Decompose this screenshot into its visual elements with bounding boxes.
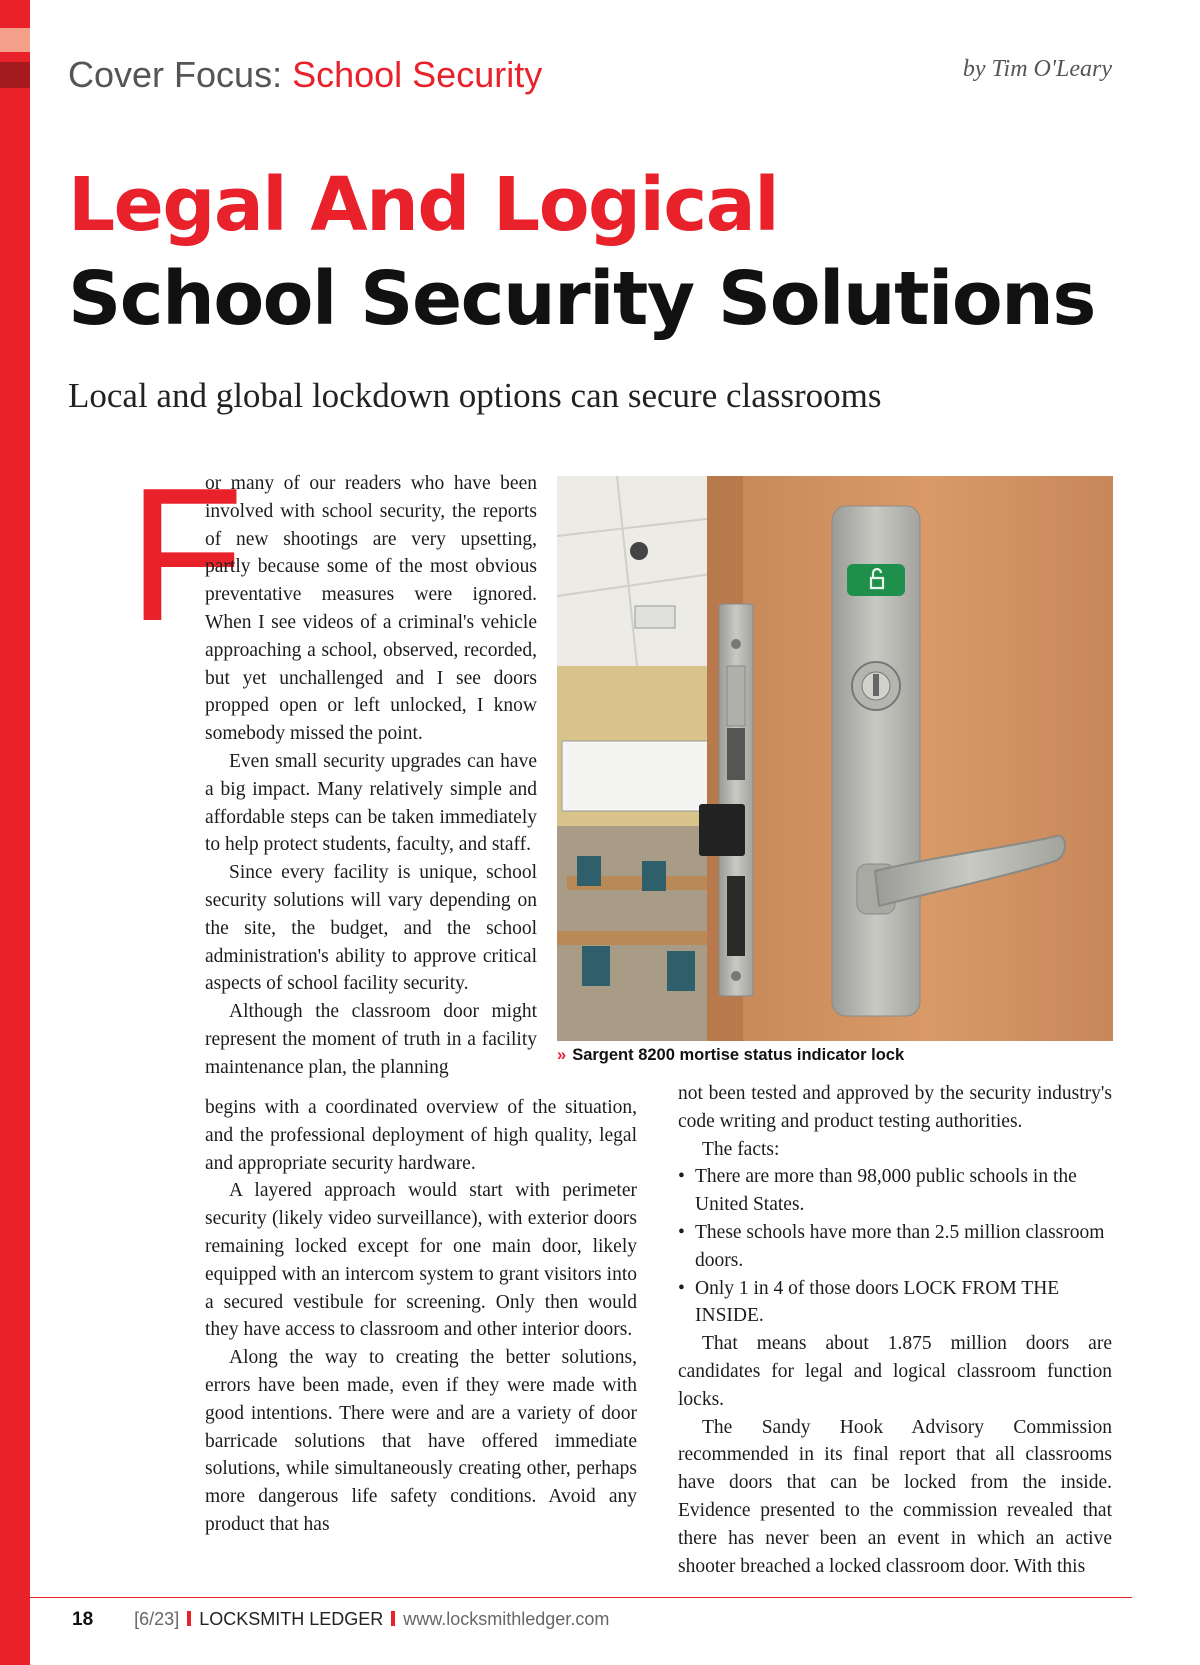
paragraph-7: That means about 1.875 million doors are candidates for legal and logical classroom function locks. bbox=[678, 1333, 1112, 1410]
paragraph-3: Since every facility is unique, school security solutions will vary depending on the site, the budget, and the school administration's ability to approve critical aspects of school facility security. bbox=[205, 862, 537, 995]
body-column-1-upper bbox=[205, 470, 537, 1082]
footer-separator bbox=[187, 1611, 191, 1626]
magazine-name: LOCKSMITH LEDGER bbox=[199, 1609, 384, 1629]
fact-item: • There are more than 98,000 public schools in the United States. bbox=[678, 1163, 1112, 1219]
left-accent-bar bbox=[0, 0, 30, 1665]
facts-intro: The facts: bbox=[702, 1138, 780, 1160]
photo-caption bbox=[557, 1046, 904, 1065]
headline-line-1: Legal And Logical bbox=[68, 162, 779, 248]
body-column-2 bbox=[678, 1080, 1112, 1580]
intro-paragraph: or many of our readers who have been involved with school security, the reports of new shootings are very upsetting, partly because some of the most obvious preventative measures were ignored. When I see videos of a criminal's vehicle approaching a school, observed, recorded, but yet unchallenged and I see doors propped open or left unlocked, I know somebody missed the point. bbox=[205, 473, 537, 745]
caption-text: Sargent 8200 mortise status indicator lock bbox=[572, 1046, 905, 1064]
kicker-topic: School Security bbox=[292, 54, 543, 95]
drop-cap: F bbox=[128, 449, 245, 661]
lock-photo bbox=[557, 476, 1113, 1041]
footer-rule bbox=[30, 1597, 1132, 1598]
footer-separator bbox=[391, 1611, 395, 1626]
headline-line-2: School Security Solutions bbox=[68, 256, 1095, 342]
paragraph-8: The Sandy Hook Advisory Commission recommended in its final report that all classrooms have doors that can be locked from the inside. Evidence presented to the commission revealed that there has never been an event in which an active shooter breached a locked classroom door. With this bbox=[678, 1416, 1112, 1577]
caption-chevron-icon: » bbox=[557, 1046, 567, 1064]
page-footer bbox=[72, 1609, 609, 1631]
body-column-1-lower bbox=[205, 1094, 637, 1539]
fact-item: • Only 1 in 4 of those doors LOCK FROM THE INSIDE. bbox=[678, 1275, 1112, 1331]
fact-item: • These schools have more than 2.5 million classroom doors. bbox=[678, 1219, 1112, 1275]
accent-swatch-light bbox=[0, 28, 30, 52]
paragraph-4-end: begins with a coordinated overview of the situation, and the professional deployment of high quality, legal and appropriate security hardware. bbox=[205, 1097, 637, 1174]
section-kicker bbox=[68, 54, 542, 96]
accent-swatch-dark bbox=[0, 62, 30, 88]
deck-subtitle: Local and global lockdown options can secure classrooms bbox=[68, 376, 882, 415]
page-number: 18 bbox=[72, 1609, 94, 1630]
paragraph-2: Even small security upgrades can have a big impact. Many relatively simple and affordable steps can be taken immediately to help protect students, faculty, and staff. bbox=[205, 750, 537, 856]
byline: by Tim O'Leary bbox=[962, 56, 1112, 82]
paragraph-6: Along the way to creating the better solutions, errors have been made, even if they were made with good intentions. There were and are a variety of door barricade solutions that have offered immediate solutions, while simultaneously creating other, perhaps more dangerous life safety conditions. Avoid any product that has bbox=[205, 1347, 637, 1535]
magazine-url: www.locksmithledger.com bbox=[403, 1609, 610, 1629]
paragraph-5: A layered approach would start with perimeter security (likely video surveillance), with exterior doors remaining locked except for one main door, likely equipped with an intercom system to grant visitors into a secured vestibule for screening. Only then would they have access to classroom and other interior doors. bbox=[205, 1180, 637, 1341]
issue-date: [6/23] bbox=[134, 1609, 180, 1629]
paragraph-4-start: Although the classroom door might represent the moment of truth in a facility maintenance plan, the planning bbox=[205, 1001, 537, 1078]
kicker-prefix: Cover Focus: bbox=[68, 54, 283, 95]
column-2-continuation: not been tested and approved by the security industry's code writing and product testing authorities. bbox=[678, 1083, 1112, 1132]
facts-list bbox=[678, 1163, 1112, 1330]
